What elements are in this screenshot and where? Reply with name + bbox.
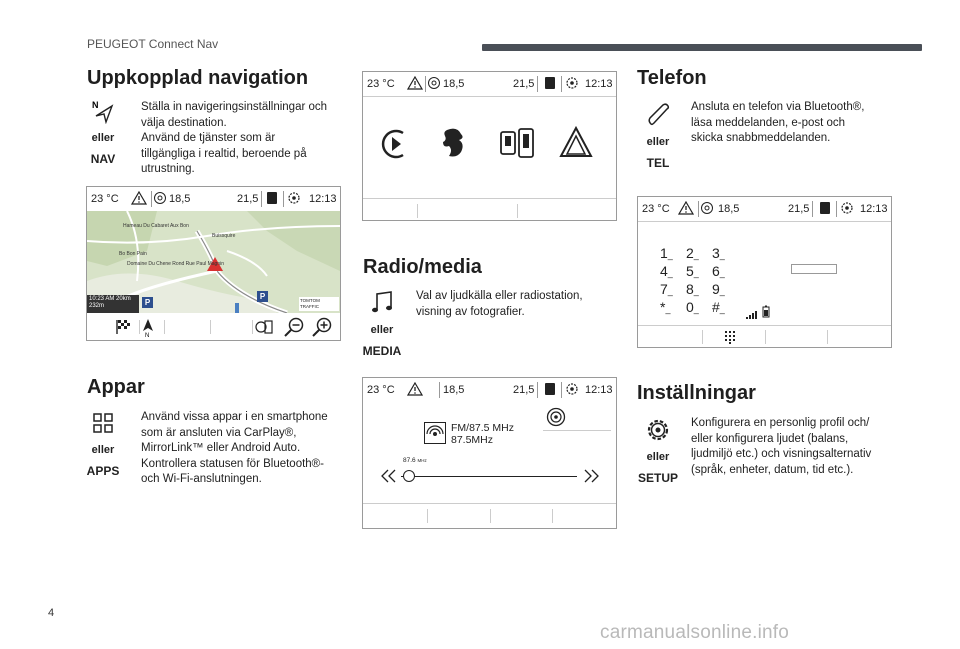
running-header: PEUGEOT Connect Nav: [87, 37, 219, 51]
tel-description: Ansluta en telefon via Bluetooth®, läsa meddelanden, e-post och skicka snabbmeddelanden.: [691, 101, 865, 144]
keypad-key[interactable]: 3_: [712, 245, 725, 261]
traffic-provider-label: TOMTOM TRAFFIC: [299, 297, 339, 311]
zoom-out-icon[interactable]: [283, 317, 305, 342]
warning-icon: [407, 382, 423, 399]
apps-button-label: APPS: [86, 464, 120, 478]
or-label: eller: [646, 136, 670, 148]
keypad-key[interactable]: 7_: [660, 281, 673, 297]
warning-icon: [131, 191, 147, 208]
settings-status-icon: [840, 201, 854, 218]
nav-button-label: NAV: [90, 152, 116, 166]
phone-status-icon: [265, 191, 279, 208]
radio-heading: Radio/media: [363, 256, 482, 278]
tel-key-block: [630, 102, 686, 170]
tel-button-label: TEL: [646, 156, 670, 170]
nav-description: Ställa in navigeringsinställningar och välja destination. Använd de tjänster som är tillgängliga i realtid, beroende på utrustning.: [141, 101, 328, 175]
map-view[interactable]: [87, 211, 340, 313]
status-bar: 23 °C 18,5 21,5 12:13: [363, 72, 616, 96]
map-place-label: Buissquire: [212, 233, 236, 239]
warning-icon: [407, 76, 423, 93]
android-auto-icon[interactable]: [559, 126, 593, 165]
or-label: eller: [646, 451, 670, 463]
mirrorlink-icon[interactable]: [499, 126, 535, 165]
apps-key-block: [75, 410, 131, 478]
keypad-key[interactable]: 0_: [686, 299, 699, 315]
climate-icon: [153, 191, 167, 208]
page-number: 4: [48, 607, 55, 619]
phone-status-icon: [543, 382, 557, 399]
svg-text:N: N: [92, 100, 99, 110]
settings-status-icon: [565, 382, 579, 399]
nav-screen: [86, 186, 341, 341]
apps-screen: [362, 71, 617, 221]
phone-status-icon: [543, 76, 557, 93]
apps-heading: Appar: [87, 376, 145, 398]
keypad-key[interactable]: 4_: [660, 263, 673, 279]
phone-status-icon: [818, 201, 832, 218]
settings-gear-icon: [630, 417, 686, 443]
settings-status-icon: [287, 191, 301, 208]
radio-screen: [362, 377, 617, 529]
checkered-flag-icon[interactable]: [115, 319, 131, 340]
radio-tune-icon[interactable]: [546, 407, 566, 432]
radio-description: Val av ljudkälla eller radiostation, visning av fotografier.: [416, 290, 583, 318]
or-label: eller: [91, 444, 115, 456]
keypad-key[interactable]: 9_: [712, 281, 725, 297]
svg-text:N: N: [145, 333, 150, 338]
climate-icon: [700, 201, 714, 218]
music-note-icon: [354, 290, 410, 316]
tel-heading: Telefon: [637, 67, 707, 89]
keypad-key[interactable]: 5_: [686, 263, 699, 279]
signal-strength-icon: [745, 307, 759, 325]
apps-grid-icon: [75, 410, 131, 436]
keypad-key[interactable]: 6_: [712, 263, 725, 279]
tuner-frequency-label: 87.6 MHz: [403, 457, 427, 464]
setup-button-label: SETUP: [637, 471, 678, 485]
warning-icon: [678, 201, 694, 218]
header-bar: [482, 44, 922, 51]
peugeot-lion-icon[interactable]: [439, 126, 469, 165]
map-place-label: Hameau Du Cabaret Aux Bon: [123, 223, 189, 229]
tel-screen: [637, 196, 892, 348]
nav-key-block: [75, 98, 131, 166]
carplay-play-icon[interactable]: [379, 127, 411, 166]
setup-description: Konfigurera en personlig profil och/ eller konfigurera ljudet (balans, ljudmiljö etc.) och visningsalternativ (språk, enheter, datum, tid etc.).: [691, 417, 872, 476]
nav-toolbar: [87, 313, 340, 341]
seek-forward-icon[interactable]: [579, 468, 601, 489]
setup-key-block: [630, 417, 686, 485]
map-eta-box: 10:23 AM 20km 232m: [87, 295, 139, 313]
or-label: eller: [91, 132, 115, 144]
radio-key-block: [354, 290, 410, 358]
map-place-label: Bo Bon Pain: [119, 251, 147, 257]
station-frequency: FM/87.5 MHz: [451, 422, 515, 434]
station-logo-icon: [424, 422, 446, 449]
dialpad-icon[interactable]: [724, 330, 736, 350]
settings-status-icon: [565, 76, 579, 93]
zoom-in-icon[interactable]: [311, 317, 333, 342]
nav-heading: Uppkopplad navigation: [87, 67, 309, 89]
north-arrow-icon[interactable]: [141, 318, 155, 343]
media-button-label: MEDIA: [362, 344, 402, 358]
watermark: carmanualsonline.info: [600, 622, 790, 643]
keypad-key[interactable]: 2_: [686, 245, 699, 261]
keypad-key[interactable]: #_: [712, 299, 725, 315]
keypad-key[interactable]: *_: [660, 299, 671, 315]
navigation-icon: [75, 98, 131, 124]
map-place-label: Domaine Du Chene Rond Rue Paul Magnin: [127, 261, 225, 267]
parking-icon: P: [257, 291, 268, 302]
tuner-slider-thumb[interactable]: [403, 470, 415, 482]
setup-heading: Inställningar: [637, 382, 756, 404]
keypad-key[interactable]: 1_: [660, 245, 673, 261]
keypad: [660, 245, 744, 317]
status-bar: 23 °C 18,5 21,5 12:13: [638, 197, 891, 221]
or-label: eller: [370, 324, 394, 336]
status-bar: 23 °C 18,5 21,5 12:13: [363, 378, 616, 402]
tuner-slider[interactable]: [401, 475, 577, 479]
phone-handset-icon: [630, 102, 686, 128]
battery-icon: [762, 305, 770, 323]
station-name: 87.5MHz: [451, 434, 494, 446]
parking-icon: P: [142, 297, 153, 308]
status-bar: 23 °C 18,5 21,5 12:13: [87, 187, 340, 211]
apps-description: Använd vissa appar i en smartphone som är ansluten via CarPlay®, MirrorLink™ eller Android Auto. Kontrollera statusen för Bluetooth®- och Wi-Fi-anslutningen.: [141, 411, 328, 485]
number-display-field[interactable]: [791, 264, 837, 274]
seek-back-icon[interactable]: [379, 468, 401, 489]
map-settings-icon[interactable]: [255, 319, 273, 340]
keypad-key[interactable]: 8_: [686, 281, 699, 297]
climate-icon: [427, 76, 441, 93]
